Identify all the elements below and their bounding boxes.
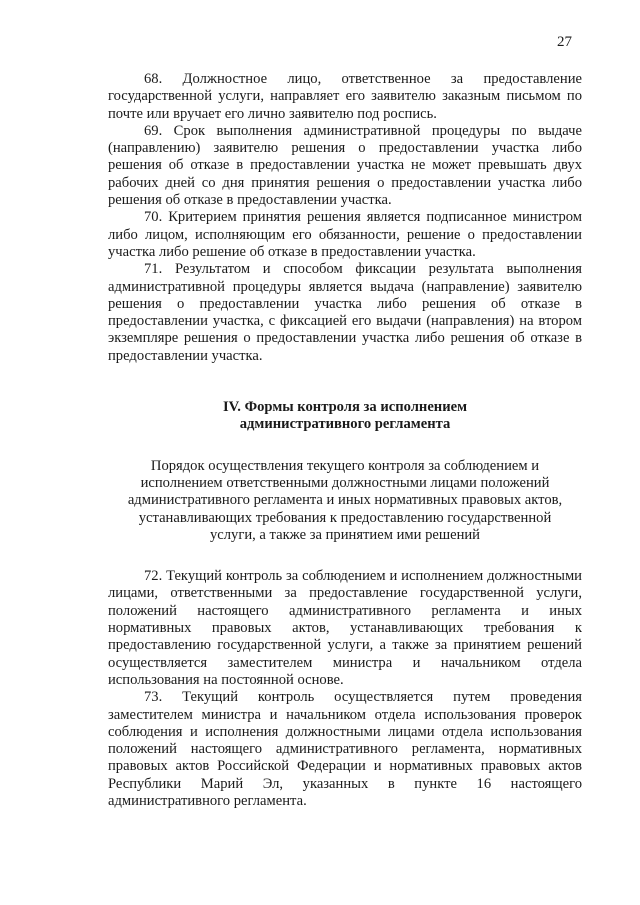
subsection-heading xyxy=(108,458,582,544)
section-heading-line: административного регламента xyxy=(239,416,451,433)
paragraph-72: 72. Текущий контроль за соблюдением и исполнением должностными лицами, ответственными за предоставление государственной услуги, положений настоящего административного регламента и иных нормативных правовых актов, устанавливающих требования к предоставлению государственной услуги, а также за принятием решений осуществляется заместителем министра и начальником отдела использования на постоянной основе. xyxy=(108,568,582,688)
paragraph-69: 69. Срок выполнения административной процедуры по выдаче (направлению) заявителю решения о предоставлении участка либо решения об отказе в предоставлении участка не может превышать двух рабочих дней со дня принятия решения о предоставлении участка либо решения об отказе в предоставлении участка. xyxy=(108,122,582,209)
section-heading xyxy=(108,399,582,434)
paragraph-70: 70. Критерием принятия решения является подписанное министром либо лицом, исполняющим его обязанности, решение о предоставлении участка либо решение об отказе в предоставлении участка. xyxy=(108,209,582,260)
paragraph-73: 73. Текущий контроль осуществляется путем проведения заместителем министра и начальником отдела использования проверок соблюдения и исполнения должностными лицами отдела использования положений настоящего административного регламента, нормативных правовых актов Российской Федерации и нормативных правовых актов Республики Марий Эл, указанных в пункте 16 настоящего административного регламента. xyxy=(108,689,582,809)
subheading-line: услуги, а также за принятием ими решений xyxy=(209,526,480,543)
subheading-line: исполнением ответственными должностными лицами положений xyxy=(140,474,550,491)
paragraph-71: 71. Результатом и способом фиксации результата выполнения административной процедуры является выдача (направление) заявителю решения о предоставлении участка либо решения об отказе в предоставлении участка, с фиксацией его выдачи (направления) на втором экземпляре решения о предоставлении участка либо решения об отказе в предоставлении участка. xyxy=(108,261,582,364)
section-heading-line: IV. Формы контроля за исполнением xyxy=(222,399,468,416)
paragraph-68: 68. Должностное лицо, ответственное за предоставление государственной услуги, направляет его заявителю заказным письмом по почте или вручает его лично заявителю под роспись. xyxy=(108,71,582,122)
page-number: 27 xyxy=(557,34,572,50)
document-body xyxy=(108,71,582,810)
subheading-line: административного регламента и иных нормативных правовых актов, xyxy=(127,492,563,509)
subheading-line: устанавливающих требования к предоставлению государственной xyxy=(138,509,552,526)
subheading-line: Порядок осуществления текущего контроля за соблюдением и xyxy=(150,457,540,474)
